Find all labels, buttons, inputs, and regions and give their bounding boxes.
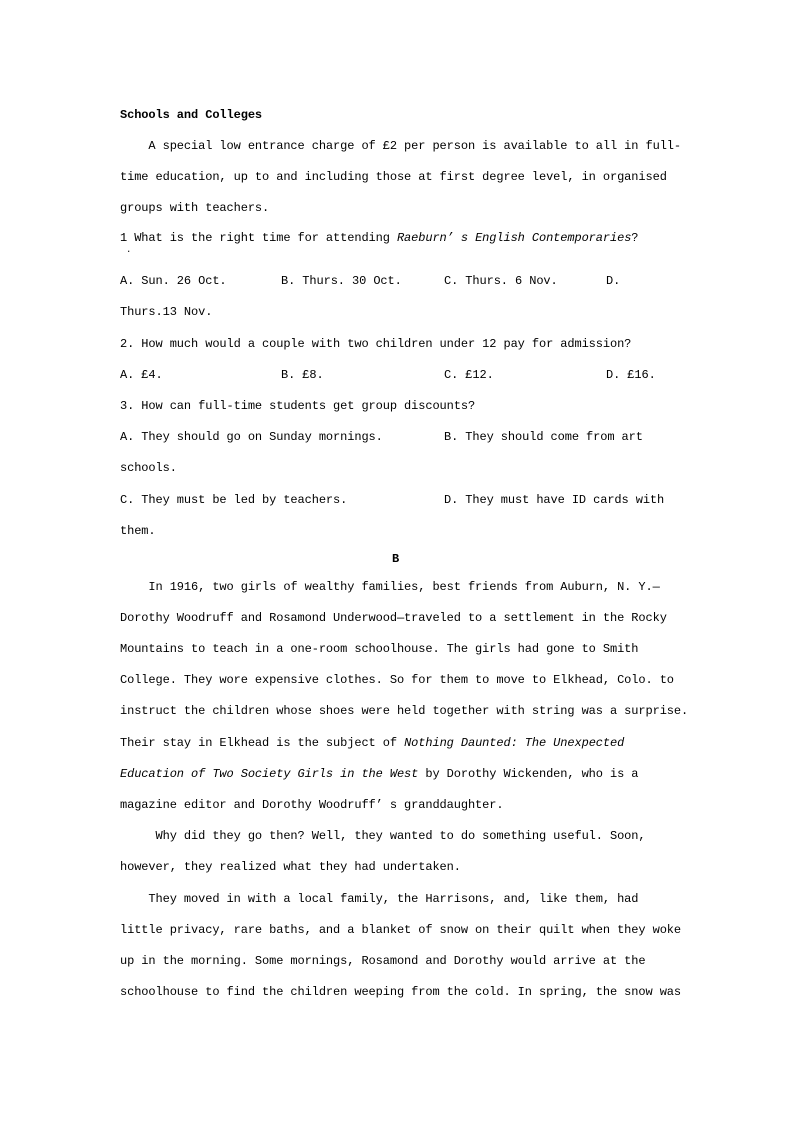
paragraph-line: groups with teachers. <box>120 201 270 215</box>
text: Their stay in Elkhead is the subject of <box>120 736 405 750</box>
paragraph-line: Dorothy Woodruff and Rosamond Underwood—traveled to a settlement in the Rocky <box>120 611 667 625</box>
section-title: Schools and Colleges <box>120 108 263 122</box>
paragraph-line <box>120 735 624 751</box>
option-d-cont: them. <box>120 524 156 538</box>
paragraph-line: Why did they go then? Well, they wanted to do something useful. Soon, <box>120 829 646 843</box>
option-b: B. Thurs. 30 Oct. <box>281 274 402 288</box>
paragraph-line: instruct the children whose shoes were held together with string was a surprise. <box>120 704 689 718</box>
book-title-italic: Nothing Daunted: The Unexpected <box>404 736 625 750</box>
question-2: 2. How much would a couple with two children under 12 pay for admission? <box>120 337 632 351</box>
option-a: A. They should go on Sunday mornings. <box>120 430 383 444</box>
paragraph-line: magazine editor and Dorothy Woodruff’ s granddaughter. <box>120 798 504 812</box>
paragraph-line: time education, up to and including those at first degree level, in organised <box>120 170 667 184</box>
question-1 <box>120 230 638 246</box>
option-b: B. They should come from art <box>444 430 643 444</box>
paragraph-line: schoolhouse to find the children weeping from the cold. In spring, the snow was <box>120 985 681 999</box>
option-b: B. £8. <box>281 368 324 382</box>
question-text: 1 What is the right time for attending <box>120 231 397 245</box>
paragraph-line: however, they realized what they had undertaken. <box>120 860 461 874</box>
paragraph-line: In 1916, two girls of wealthy families, best friends from Auburn, N. Y.— <box>120 580 660 594</box>
option-d: D. £16. <box>606 368 656 382</box>
paragraph-line: College. They wore expensive clothes. So for them to move to Elkhead, Colo. to <box>120 673 674 687</box>
paragraph-line: They moved in with a local family, the Harrisons, and, like them, had <box>120 892 639 906</box>
text: by Dorothy Wickenden, who is a <box>418 767 639 781</box>
option-c: C. £12. <box>444 368 494 382</box>
option-b-cont: schools. <box>120 461 177 475</box>
option-c: C. Thurs. 6 Nov. <box>444 274 558 288</box>
question-3: 3. How can full-time students get group discounts? <box>120 399 476 413</box>
question-title-italic: Raeburn’ s English Contemporaries <box>396 231 632 245</box>
paragraph-line: A special low entrance charge of £2 per person is available to all in full- <box>120 139 681 153</box>
book-title-italic: Education of Two Society Girls in the West <box>120 767 419 781</box>
paragraph-line: up in the morning. Some mornings, Rosamond and Dorothy would arrive at the <box>120 954 646 968</box>
option-a: A. £4. <box>120 368 163 382</box>
paragraph-line: Mountains to teach in a one-room schoolhouse. The girls had gone to Smith <box>120 642 639 656</box>
option-d: D. <box>606 274 621 288</box>
paragraph-line: little privacy, rare baths, and a blanket of snow on their quilt when they woke <box>120 923 681 937</box>
section-heading: B <box>392 552 400 566</box>
option-d: D. They must have ID cards with <box>444 493 665 507</box>
paragraph-line <box>120 766 638 782</box>
option-d-cont: Thurs.13 Nov. <box>120 305 213 319</box>
dot-mark: · <box>126 247 132 257</box>
question-mark: ? <box>631 231 639 245</box>
option-c: C. They must be led by teachers. <box>120 493 348 507</box>
option-a: A. Sun. 26 Oct. <box>120 274 227 288</box>
